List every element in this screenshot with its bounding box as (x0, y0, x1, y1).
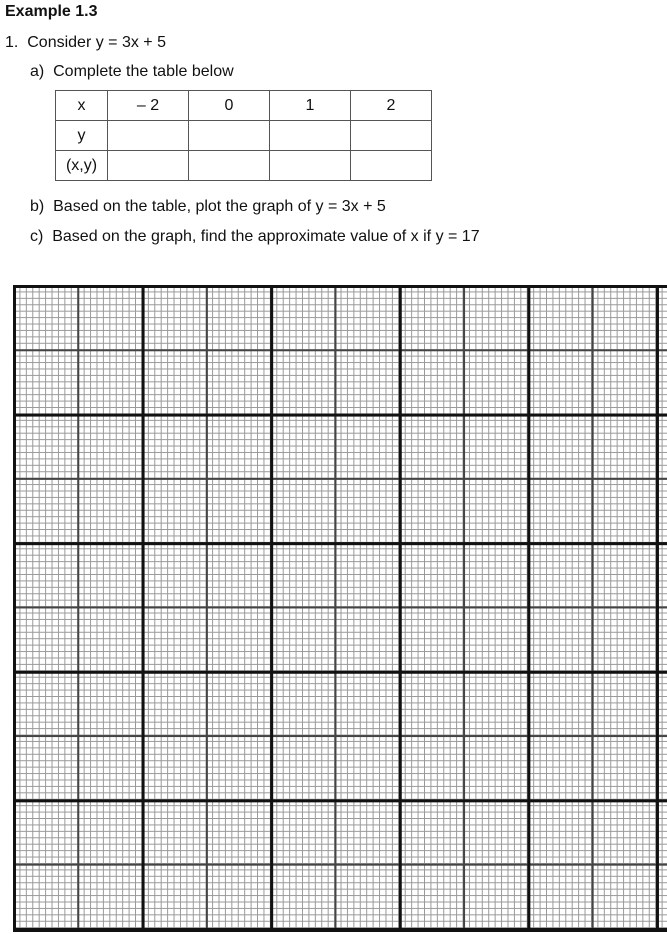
table-cell: x (56, 91, 108, 121)
table-cell (108, 121, 189, 151)
part-label: c) (30, 228, 44, 245)
table-cell: 1 (270, 91, 351, 121)
table-cell (108, 151, 189, 181)
part-text: Based on the table, plot the graph of y = 3x + 5 (53, 198, 386, 215)
table-cell (270, 121, 351, 151)
values-table (55, 90, 432, 181)
part-text: Complete the table below (53, 63, 234, 80)
part-b (30, 198, 386, 216)
part-label: b) (30, 198, 45, 215)
table-cell (189, 121, 270, 151)
question-1 (5, 34, 166, 52)
part-label: a) (30, 63, 45, 80)
table-cell: 0 (189, 91, 270, 121)
table-cell: y (56, 121, 108, 151)
part-a (30, 63, 234, 81)
question-text: Consider y = 3x + 5 (27, 34, 166, 51)
part-text: Based on the graph, find the approximate value of x if y = 17 (52, 228, 480, 245)
table-row (56, 121, 432, 151)
table-cell (351, 121, 432, 151)
table-row (56, 151, 432, 181)
table-cell (270, 151, 351, 181)
table-cell: 2 (351, 91, 432, 121)
question-number: 1. (5, 34, 19, 51)
table-row (56, 91, 432, 121)
example-title: Example 1.3 (5, 3, 98, 20)
part-c (30, 228, 480, 246)
table-cell: (x,y) (56, 151, 108, 181)
table-cell: – 2 (108, 91, 189, 121)
table-cell (189, 151, 270, 181)
graph-paper (13, 285, 667, 932)
table-cell (351, 151, 432, 181)
